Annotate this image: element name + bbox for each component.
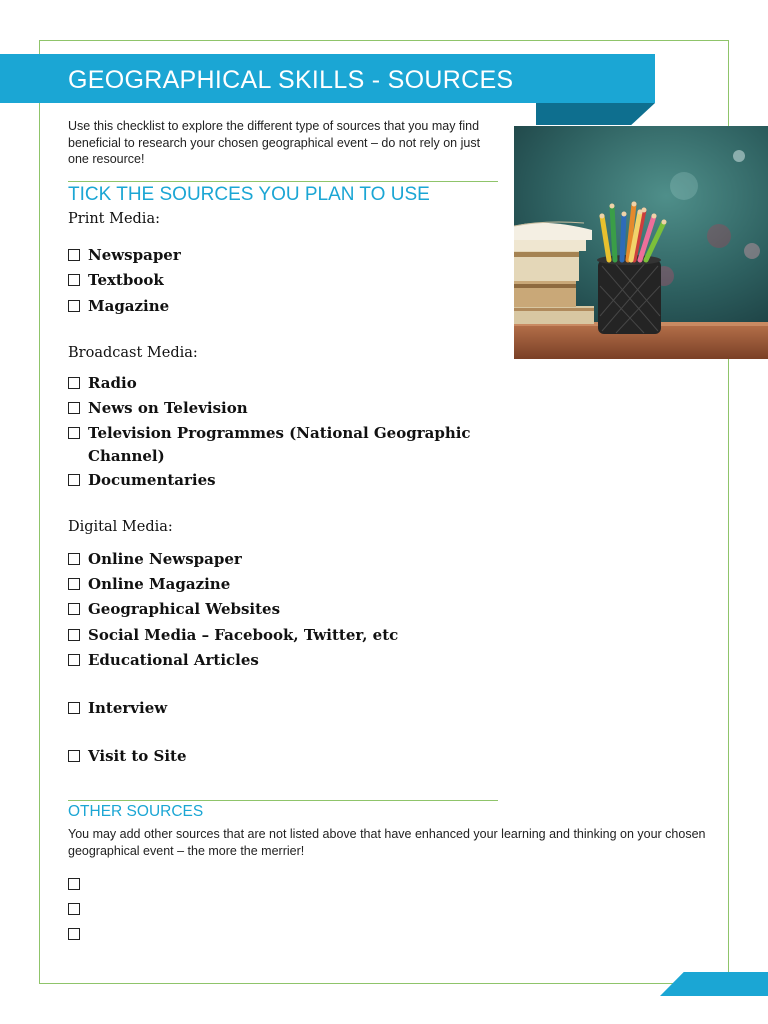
divider-top <box>68 181 498 182</box>
checklist-item-radio <box>68 372 137 395</box>
item-label: Online Newspaper <box>88 550 242 568</box>
checkbox[interactable] <box>68 553 80 565</box>
item-label: News on Television <box>88 399 248 417</box>
checkbox[interactable] <box>68 903 80 915</box>
checkbox[interactable] <box>68 300 80 312</box>
checkbox[interactable] <box>68 702 80 714</box>
checkbox[interactable] <box>68 878 80 890</box>
item-label: Radio <box>88 374 137 392</box>
checklist-item-television-programmes <box>68 422 471 468</box>
checklist-item-magazine <box>68 295 169 318</box>
blank-checkbox-row <box>68 873 88 890</box>
digital-media-label: Digital Media: <box>68 519 173 535</box>
item-label: Newspaper <box>88 246 181 264</box>
item-label: Geographical Websites <box>88 600 281 618</box>
books-pencils-photo <box>514 126 768 359</box>
checkbox[interactable] <box>68 750 80 762</box>
checkbox[interactable] <box>68 578 80 590</box>
checklist-item-educational-articles <box>68 649 259 672</box>
print-media-label: Print Media: <box>68 211 160 227</box>
checkbox[interactable] <box>68 377 80 389</box>
blank-checkbox-row <box>68 898 88 915</box>
checklist-item-news-on-television <box>68 397 248 420</box>
checkbox[interactable] <box>68 603 80 615</box>
checkbox[interactable] <box>68 402 80 414</box>
item-label: Documentaries <box>88 471 216 489</box>
item-label <box>88 422 471 468</box>
divider-other <box>68 800 498 801</box>
item-label: Textbook <box>88 271 164 289</box>
checklist-item-online-magazine <box>68 573 230 596</box>
checkbox[interactable] <box>68 629 80 641</box>
item-label: Magazine <box>88 297 170 315</box>
item-label-line-1: Television Programmes (National Geographic <box>88 424 471 442</box>
other-sources-heading: OTHER SOURCES <box>68 803 204 820</box>
other-sources-text: You may add other sources that are not listed above that have enhanced your learning and thinking on your chosen geographical event – the more the merrier! <box>68 827 706 858</box>
checklist-item-textbook <box>68 269 164 292</box>
checklist-item-interview <box>68 697 167 720</box>
broadcast-media-label: Broadcast Media: <box>68 345 198 361</box>
checkbox[interactable] <box>68 928 80 940</box>
page-title: GEOGRAPHICAL SKILLS - SOURCES <box>68 66 514 94</box>
checkbox[interactable] <box>68 427 80 439</box>
item-label-line-2: Channel) <box>88 447 165 465</box>
checklist-item-social-media <box>68 624 398 647</box>
item-label: Interview <box>88 699 168 717</box>
checkbox[interactable] <box>68 249 80 261</box>
intro-text: Use this checklist to explore the different type of sources that you may find beneficial to research your chosen geographical event – do not rely on just one resource! <box>68 119 481 166</box>
item-label: Social Media – Facebook, Twitter, etc <box>88 626 399 644</box>
item-label: Educational Articles <box>88 651 259 669</box>
books-pencils-image <box>514 126 768 359</box>
checkbox[interactable] <box>68 274 80 286</box>
checklist-item-online-newspaper <box>68 548 242 571</box>
checkbox[interactable] <box>68 654 80 666</box>
item-label: Online Magazine <box>88 575 231 593</box>
checklist-item-geographical-websites <box>68 598 280 621</box>
item-label: Visit to Site <box>88 747 187 765</box>
checkbox[interactable] <box>68 474 80 486</box>
blank-checkbox-row <box>68 923 88 940</box>
checklist-heading: TICK THE SOURCES YOU PLAN TO USE <box>68 184 430 205</box>
checklist-item-visit-to-site <box>68 745 187 768</box>
checklist-item-newspaper <box>68 244 181 267</box>
checklist-item-documentaries <box>68 469 216 492</box>
